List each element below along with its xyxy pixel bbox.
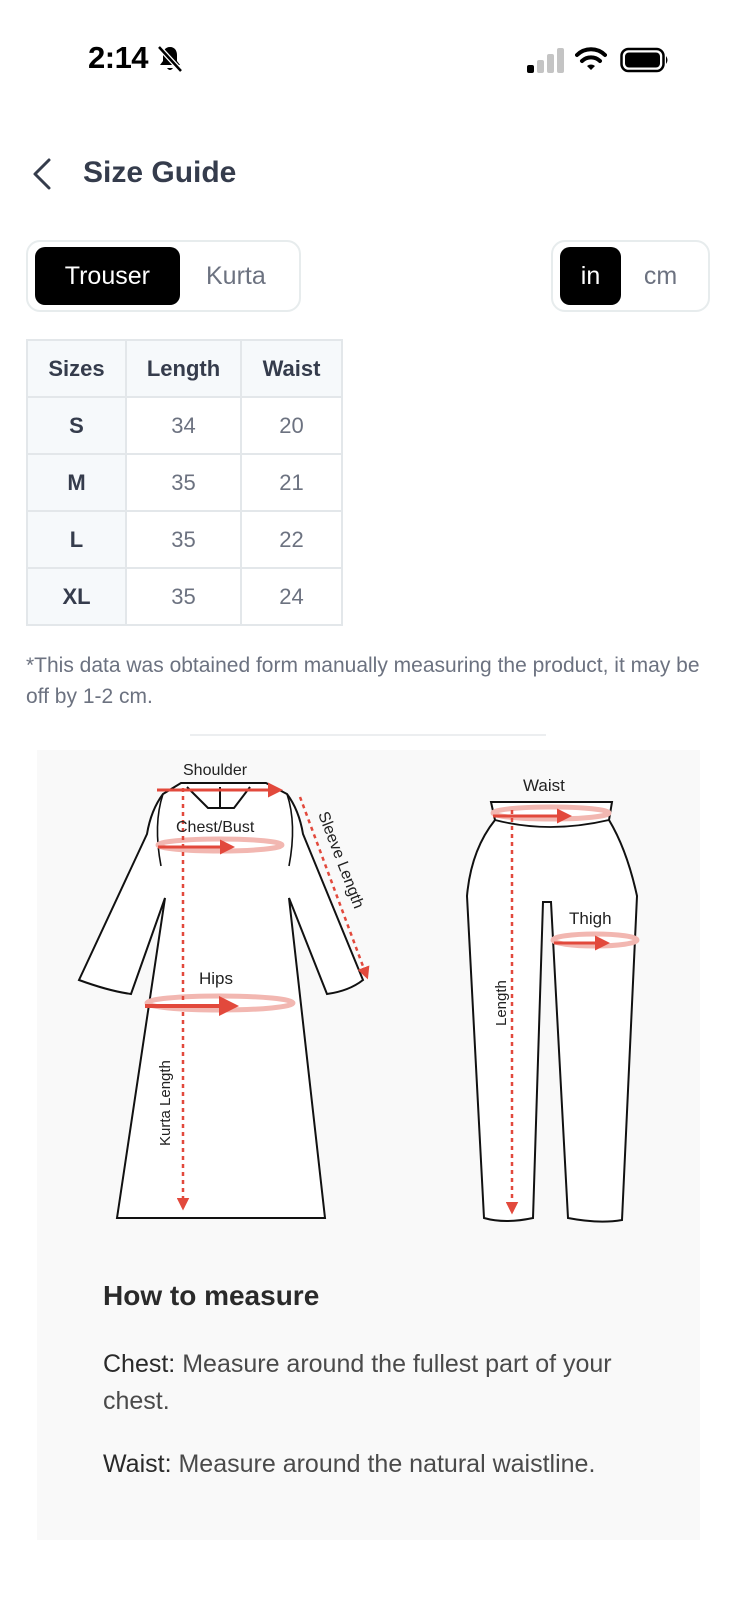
wifi-icon: [575, 46, 607, 72]
table-row: [27, 511, 342, 568]
length-cell: 35: [126, 568, 241, 625]
length-cell: 35: [126, 454, 241, 511]
length-cell: 34: [126, 397, 241, 454]
table-row: [27, 454, 342, 511]
header: [0, 140, 736, 210]
bell-muted-icon: [156, 44, 184, 74]
kurta-tab[interactable]: Kurta: [205, 261, 266, 290]
size-cell: L: [27, 511, 126, 568]
garment-toggle: [26, 240, 301, 312]
table-header-row: [27, 340, 342, 397]
waist-cell: 21: [241, 454, 342, 511]
divider: [190, 734, 546, 736]
trouser-length-label: Length: [493, 980, 510, 1026]
page-title: Size Guide: [83, 156, 237, 189]
waist-instruction-label: Waist:: [103, 1450, 172, 1478]
unit-toggle: [551, 240, 710, 312]
table-row: [27, 397, 342, 454]
cellular-signal-icon: [527, 48, 565, 74]
size-table: [26, 339, 343, 626]
column-header: Waist: [241, 340, 342, 397]
sleeve-length-label: Sleeve Length: [314, 809, 367, 911]
shoulder-label: Shoulder: [183, 762, 248, 779]
how-to-measure-title: How to measure: [103, 1280, 320, 1311]
table-row: [27, 568, 342, 625]
cm-unit-button[interactable]: cm: [643, 261, 678, 290]
back-button[interactable]: [24, 154, 60, 194]
inch-unit-button[interactable]: in: [560, 247, 621, 305]
chevron-left-icon: [31, 157, 53, 191]
waist-cell: 24: [241, 568, 342, 625]
size-cell: XL: [27, 568, 126, 625]
waist-label: Waist: [523, 776, 565, 795]
measurement-note: *This data was obtained form manually measuring the product, it may be off by 1-2 cm.: [26, 654, 700, 708]
size-cell: M: [27, 454, 126, 511]
chest-instruction-label: Chest:: [103, 1350, 176, 1378]
waist-cell: 22: [241, 511, 342, 568]
chest-bust-label: Chest/Bust: [176, 819, 255, 836]
thigh-label: Thigh: [569, 909, 612, 928]
column-header: Length: [126, 340, 241, 397]
kurta-length-label: Kurta Length: [157, 1060, 174, 1146]
chest-instruction: [103, 1346, 643, 1420]
size-cell: S: [27, 397, 126, 454]
hips-label: Hips: [199, 969, 234, 988]
status-time: 2:14: [88, 40, 149, 75]
measurement-card: [37, 750, 700, 1540]
measurement-diagram: [37, 750, 700, 1270]
waist-instruction-text: Measure around the natural waistline.: [171, 1450, 596, 1478]
battery-icon: [620, 47, 670, 73]
status-bar: [0, 0, 736, 120]
chest-instruction-text: Measure around the fullest part of your chest.: [103, 1350, 612, 1415]
waist-instruction: [103, 1446, 643, 1483]
length-cell: 35: [126, 511, 241, 568]
waist-cell: 20: [241, 397, 342, 454]
trouser-tab[interactable]: Trouser: [35, 247, 180, 305]
column-header: Sizes: [27, 340, 126, 397]
